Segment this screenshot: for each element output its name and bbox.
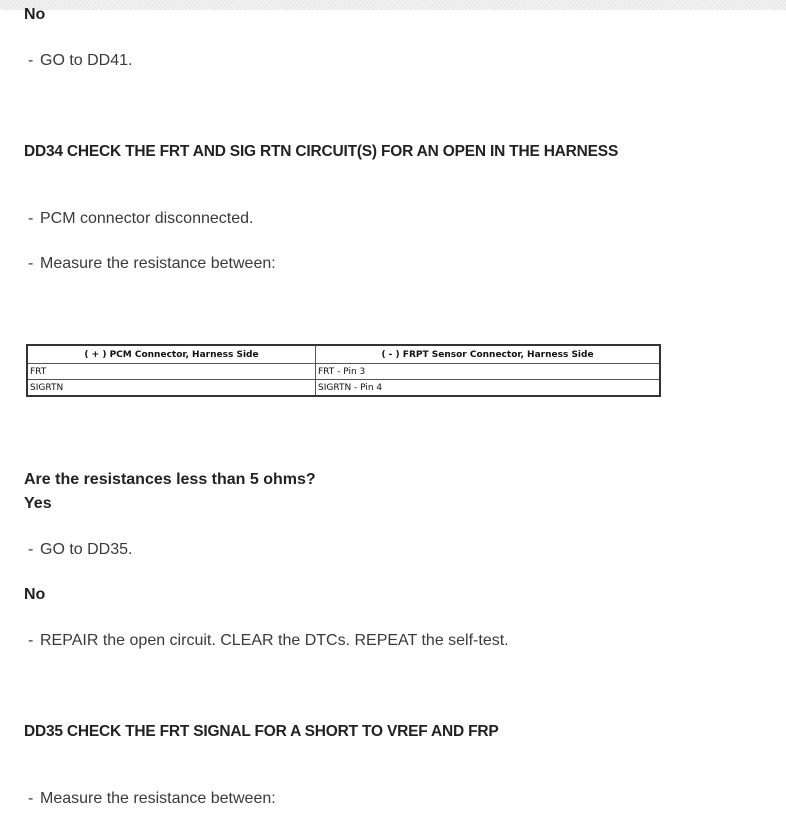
step-text: PCM connector disconnected. bbox=[40, 210, 254, 227]
answer-yes-label: Yes bbox=[24, 495, 52, 512]
table-row bbox=[27, 364, 660, 380]
bullet-dash: - bbox=[28, 52, 34, 69]
step-goto-dd35 bbox=[28, 541, 132, 559]
step-pcm-disconnected bbox=[28, 210, 253, 228]
answer-no-label: No bbox=[24, 586, 46, 603]
step-text: Measure the resistance between: bbox=[40, 790, 276, 807]
step-text: REPAIR the open circuit. CLEAR the DTCs. REPEAT the self-test. bbox=[40, 632, 509, 649]
header-pcm-connector: ( + ) PCM Connector, Harness Side bbox=[27, 345, 316, 364]
table-cell: SIGRTN - Pin 4 bbox=[316, 380, 661, 397]
dd34-heading: DD34 CHECK THE FRT AND SIG RTN CIRCUIT(S) FOR AN OPEN IN THE HARNESS bbox=[24, 143, 619, 160]
table-row bbox=[27, 380, 660, 397]
top-border bbox=[0, 0, 786, 10]
table-cell: FRT - Pin 3 bbox=[316, 364, 661, 380]
bullet-dash: - bbox=[28, 790, 34, 807]
answer-no-label: No bbox=[24, 6, 46, 23]
step-repair-open-circuit bbox=[28, 632, 509, 650]
step-goto-dd41 bbox=[28, 52, 132, 70]
step-measure-resistance bbox=[28, 255, 276, 273]
bullet-dash: - bbox=[28, 255, 34, 272]
connector-pin-table bbox=[26, 344, 661, 397]
bullet-dash: - bbox=[28, 632, 34, 649]
header-frpt-connector: ( - ) FRPT Sensor Connector, Harness Side bbox=[316, 345, 661, 364]
dd35-heading: DD35 CHECK THE FRT SIGNAL FOR A SHORT TO VREF AND FRP bbox=[24, 723, 499, 740]
bullet-dash: - bbox=[28, 541, 34, 558]
table-cell: SIGRTN bbox=[27, 380, 316, 397]
bullet-dash: - bbox=[28, 210, 34, 227]
step-measure-resistance bbox=[28, 790, 276, 808]
step-text: Measure the resistance between: bbox=[40, 255, 276, 272]
resistance-question: Are the resistances less than 5 ohms? bbox=[24, 471, 316, 488]
step-text: GO to DD35. bbox=[40, 541, 133, 558]
table-header-row bbox=[27, 345, 660, 364]
step-text: GO to DD41. bbox=[40, 52, 133, 69]
table-cell: FRT bbox=[27, 364, 316, 380]
